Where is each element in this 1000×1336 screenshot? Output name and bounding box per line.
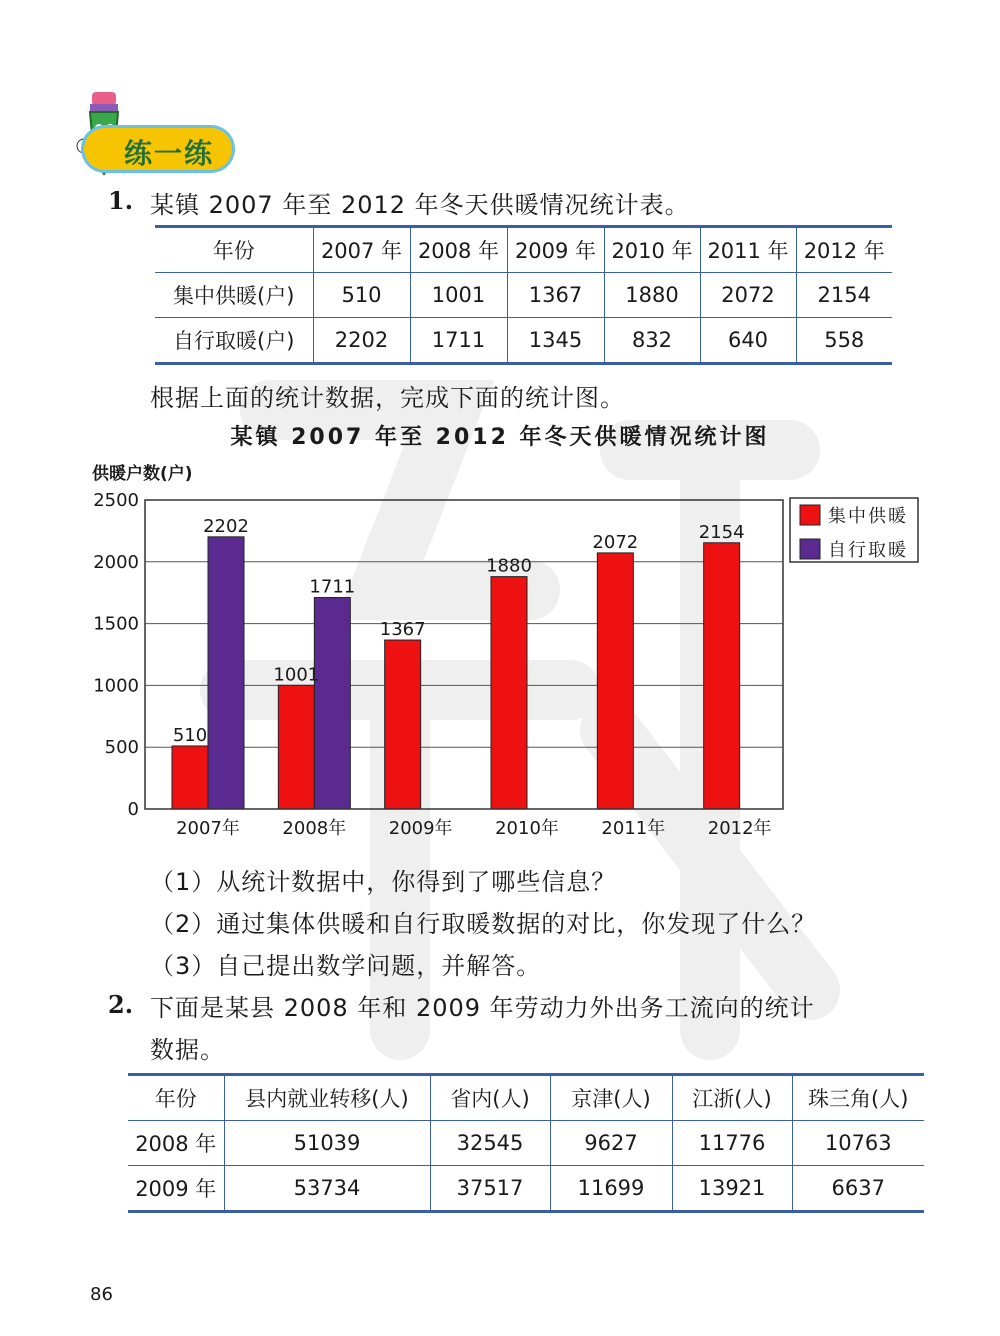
table-row — [128, 1121, 924, 1166]
data-label: 2202 — [203, 515, 249, 537]
q2-number: 2. — [108, 990, 134, 1019]
table-cell: 集中供暖(户) — [155, 273, 313, 318]
table-header-cell: 京津(人) — [550, 1075, 672, 1121]
table-cell: 2008 年 — [128, 1121, 224, 1166]
table-cell: 832 — [604, 318, 700, 364]
table-cell: 2202 — [313, 318, 410, 364]
table-row — [155, 273, 892, 318]
table-header-cell: 县内就业转移(人) — [224, 1075, 430, 1121]
legend-swatch — [800, 505, 820, 525]
data-label: 510 — [172, 724, 208, 746]
x-tick-label: 2007年 — [176, 818, 240, 839]
x-tick-label: 2009年 — [388, 818, 453, 839]
heating-bar-chart — [0, 455, 1000, 850]
y-tick-label: 1500 — [93, 613, 139, 635]
bar-集中供暖 — [491, 577, 527, 809]
table-row — [128, 1166, 924, 1212]
q1-number: 1. — [108, 186, 134, 215]
table-header-row — [155, 227, 892, 273]
sub-question: （2）通过集体供暖和自行取暖数据的对比，你发现了什么？ — [150, 910, 817, 938]
table-cell: 1001 — [410, 273, 507, 318]
table-header-cell: 年份 — [128, 1075, 224, 1121]
bar-集中供暖 — [704, 543, 740, 809]
bar-自行取暖 — [208, 537, 244, 809]
labor-table — [128, 1073, 924, 1213]
y-tick-label: 1000 — [93, 675, 139, 697]
sub-question: （1）从统计数据中，你得到了哪些信息？ — [150, 868, 617, 896]
table-cell: 32545 — [430, 1121, 550, 1166]
table-header-cell: 省内(人) — [430, 1075, 550, 1121]
table-header-cell: 2008 年 — [410, 227, 507, 273]
data-label: 1367 — [379, 619, 426, 641]
table-cell: 558 — [796, 318, 892, 364]
table-cell: 2009 年 — [128, 1166, 224, 1212]
table-cell: 640 — [700, 318, 796, 364]
table-header-cell: 年份 — [155, 227, 313, 273]
q1-text: 某镇 2007 年至 2012 年冬天供暖情况统计表。 — [150, 191, 690, 219]
table-cell: 1880 — [604, 273, 700, 318]
table-cell: 53734 — [224, 1166, 430, 1212]
data-label: 1880 — [486, 555, 532, 577]
table-cell: 9627 — [550, 1121, 672, 1166]
heating-table — [155, 225, 892, 365]
sub-question: （3）自己提出数学问题，并解答。 — [150, 952, 542, 980]
table-cell: 6637 — [792, 1166, 924, 1212]
y-tick-label: 2500 — [93, 490, 139, 511]
q2-text-line1: 下面是某县 2008 年和 2009 年劳动力外出务工流向的统计 — [150, 994, 815, 1022]
y-tick-label: 2000 — [93, 551, 139, 573]
chart-title: 某镇 2007 年至 2012 年冬天供暖情况统计图 — [230, 425, 770, 450]
x-tick-label: 2008年 — [282, 818, 347, 839]
table-header-cell: 2007 年 — [313, 227, 410, 273]
table-cell: 自行取暖(户) — [155, 318, 313, 364]
legend-swatch — [800, 539, 820, 559]
legend-label: 集中供暖 — [828, 506, 908, 527]
table-cell: 51039 — [224, 1121, 430, 1166]
table-cell: 37517 — [430, 1166, 550, 1212]
table-cell: 1711 — [410, 318, 507, 364]
table-header-cell: 2009 年 — [507, 227, 604, 273]
table-header-cell: 珠三角(人) — [792, 1075, 924, 1121]
data-label: 1711 — [309, 576, 356, 598]
table-cell: 13921 — [672, 1166, 792, 1212]
legend-label: 自行取暖 — [828, 540, 908, 561]
table-cell: 1345 — [507, 318, 604, 364]
page-number: 86 — [90, 1284, 113, 1305]
table-cell: 10763 — [792, 1121, 924, 1166]
q2-text-line2: 数据。 — [150, 1036, 225, 1064]
bar-自行取暖 — [314, 598, 350, 809]
table-row — [155, 318, 892, 364]
bar-集中供暖 — [172, 746, 208, 809]
table-cell: 11699 — [550, 1166, 672, 1212]
table-header-row — [128, 1075, 924, 1121]
table-header-cell: 2012 年 — [796, 227, 892, 273]
table-cell: 2154 — [796, 273, 892, 318]
table-cell: 2072 — [700, 273, 796, 318]
y-tick-label: 500 — [104, 737, 139, 759]
chart-legend — [790, 498, 918, 562]
y-tick-label: 0 — [127, 799, 139, 820]
x-tick-label: 2011年 — [601, 818, 666, 839]
table-cell: 510 — [313, 273, 410, 318]
table-header-cell: 江浙(人) — [672, 1075, 792, 1121]
badge-label: 练一练 — [124, 137, 215, 170]
table-cell: 11776 — [672, 1121, 792, 1166]
table-header-cell: 2011 年 — [700, 227, 796, 273]
q1-instruction: 根据上面的统计数据，完成下面的统计图。 — [150, 384, 625, 412]
bar-集中供暖 — [385, 640, 421, 809]
table-header-cell: 2010 年 — [604, 227, 700, 273]
bar-集中供暖 — [597, 553, 633, 809]
data-label: 1001 — [273, 664, 320, 686]
x-tick-label: 2012年 — [707, 818, 772, 839]
bar-集中供暖 — [278, 685, 314, 809]
y-axis-label: 供暖户数(户) — [92, 464, 193, 484]
table-cell: 1367 — [507, 273, 604, 318]
practice-badge — [72, 88, 232, 178]
data-label: 2072 — [592, 531, 639, 553]
data-label: 2154 — [698, 521, 745, 543]
x-tick-label: 2010年 — [495, 818, 559, 839]
